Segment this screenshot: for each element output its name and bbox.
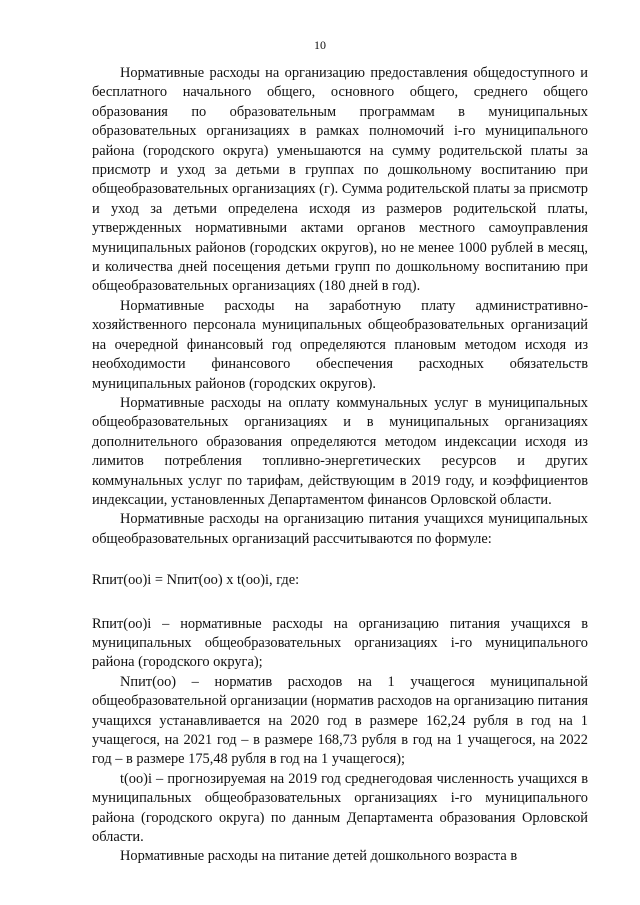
paragraph-admin-salary: Нормативные расходы на заработную плату административно-хозяйственного персонала муниципальных общеобразовательных организаций на очередной финансовый год определяются плановым методом исходя из необходимости финансового обеспечения расходных обязательств муниципальных районов (городских округов). — [92, 297, 588, 392]
page-number: 10 — [314, 38, 326, 52]
definition-r-pit: Rпит(оо)i – нормативные расходы на организацию питания учащихся в муниципальных общеобразовательных организациях i-го муниципального района (городского округа); — [92, 615, 588, 671]
formula: Rпит(оо)i = Nпит(оо) x t(оо)i, где: — [92, 572, 300, 589]
paragraph-preschool-meals: Нормативные расходы на питание детей дошкольного возраста в — [120, 848, 518, 865]
paragraph-meals-intro: Нормативные расходы на организацию питания учащихся муниципальных общеобразовательных организаций рассчитываются по формуле: — [92, 511, 588, 547]
paragraph-utilities: Нормативные расходы на оплату коммунальных услуг в муниципальных общеобразовательных организациях и в муниципальных организациях дополнительного образования определяются методом индексации исходя из лимитов потребления топливно-энергетических ресурсов и других коммунальных услуг по тарифам, действующим в 2019 году, и коэффициентов индексации, установленных Департаментом финансов Орловской области. — [92, 394, 588, 508]
paragraph-tuition-expenses: Нормативные расходы на организацию предоставления общедоступного и бесплатного начального общего, основного общего, среднего общего образования по образовательным программам в муниципальных образовательных организациях в рамках полномочий i-го муниципального района (городского округа) уменьшаются на сумму родительской платы за присмотр и уход за детьми в группах по дошкольному воспитанию при общеобразовательных организациях (г). Сумма родительской платы за присмотр и уход за детьми определена исходя из размеров родительской платы, утвержденных нормативными актами органов местного самоуправления муниципальных районов (городских округов), но не менее 1000 рублей в месяц, и количества дней посещения детьми групп по дошкольному воспитанию при общеобразовательных организациях (180 дней в год). — [92, 65, 588, 295]
document-body — [92, 64, 588, 867]
definition-n-pit: Nпит(оо) – норматив расходов на 1 учащегося муниципальной общеобразовательной организации (норматив расходов на организацию питания учащихся устанавливается на 2020 год в размере 162,24 рубля в год на 1 учащегося, на 2021 год – в размере 168,73 рубля в год на 1 учащегося, на 2022 год – в размере 175,48 рубля в год на 1 учащегося); — [92, 673, 588, 768]
definition-t-oo: t(оо)i – прогнозируемая на 2019 год среднегодовая численность учащихся в муниципальных общеобразовательных организациях i-го муниципального района (городского округа) по данным Департамента образования Орловской области. — [92, 770, 588, 846]
